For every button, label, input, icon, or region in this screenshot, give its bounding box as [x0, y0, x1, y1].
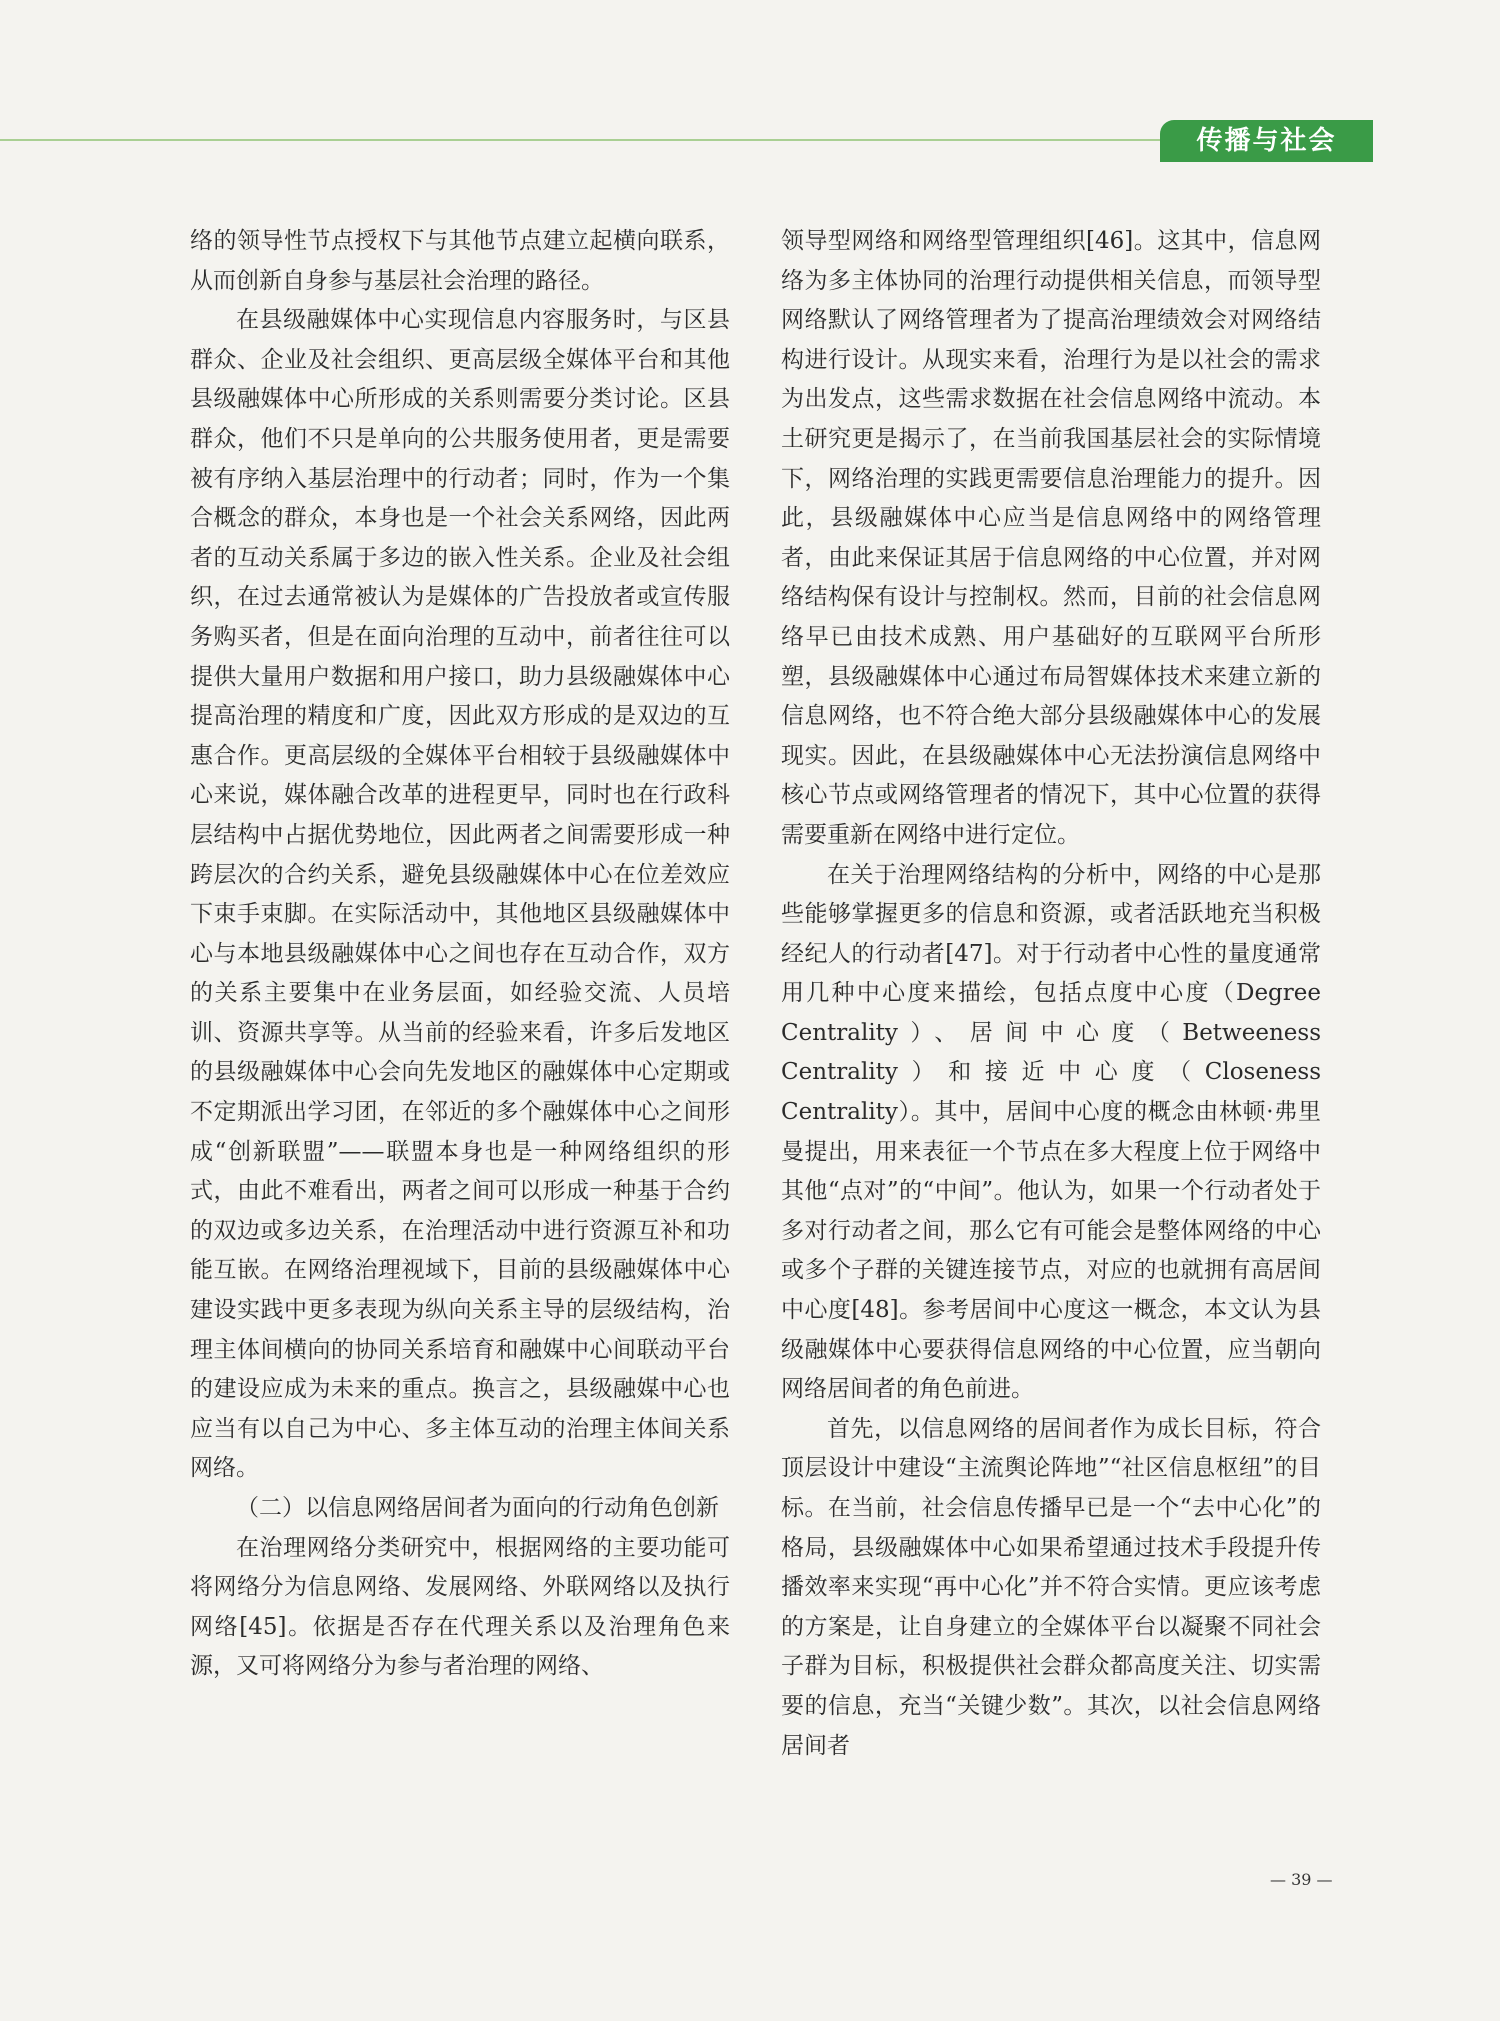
paragraph: 在县级融媒体中心实现信息内容服务时，与区县群众、企业及社会组织、更高层级全媒体平台和其他县级融媒体中心所形成的关系则需要分类讨论。区县群众，他们不只是单向的公共服务使用者，更是需要被有序纳入基层治理中的行动者；同时，作为一个集合概念的群众，本身也是一个社会关系网络，因此两者的互动关系属于多边的嵌入性关系。企业及社会组织，在过去通常被认为是媒体的广告投放者或宣传服务购买者，但是在面向治理的互动中，前者往往可以提供大量用户数据和用户接口，助力县级融媒体中心提高治理的精度和广度，因此双方形成的是双边的互惠合作。更高层级的全媒体平台相较于县级融媒体中心来说，媒体融合改革的进程更早，同时也在行政科层结构中占据优势地位，因此两者之间需要形成一种跨层次的合约关系，避免县级融媒体中心在位差效应下束手束脚。在实际活动中，其他地区县级融媒体中心与本地县级融媒体中心之间也存在互动合作，双方的关系主要集中在业务层面，如经验交流、人员培训、资源共享等。从当前的经验来看，许多后发地区的县级融媒体中心会向先发地区的融媒体中心定期或不定期派出学习团，在邻近的多个融媒体中心之间形成“创新联盟”——联盟本身也是一种网络组织的形式，由此不难看出，两者之间可以形成一种基于合约的双边或多边关系，在治理活动中进行资源互补和功能互嵌。在网络治理视域下，目前的县级融媒体中心建设实践中更多表现为纵向关系主导的层级结构，治理主体间横向的协同关系培育和融媒中心间联动平台的建设应成为未来的重点。换言之，县级融媒中心也应当有以自己为中心、多主体互动的治理主体间关系网络。 — [190, 307, 730, 1482]
paragraph: 络的领导性节点授权下与其他节点建立起横向联系，从而创新自身参与基层社会治理的路径。 — [190, 228, 730, 294]
section-tab: 传播与社会 — [1160, 120, 1373, 162]
section-heading: （二）以信息网络居间者为面向的行动角色创新 — [236, 1495, 719, 1521]
paragraph: 首先，以信息网络的居间者作为成长目标，符合顶层设计中建设“主流舆论阵地”“社区信息枢纽”的目标。在当前，社会信息传播早已是一个“去中心化”的格局，县级融媒体中心如果希望通过技术手段提升传播效率来实现“再中心化”并不符合实情。更应该考虑的方案是，让自身建立的全媒体平台以凝聚不同社会子群为目标，积极提供社会群众都高度关注、切实需要的信息，充当“关键少数”。其次，以社会信息网络居间者 — [781, 1415, 1321, 1759]
paragraph: 在治理网络分类研究中，根据网络的主要功能可将网络分为信息网络、发展网络、外联网络以及执行网络[45]。依据是否存在代理关系以及治理角色来源，又可将网络分为参与者治理的网络、 — [190, 1534, 730, 1680]
header-rule — [0, 139, 1160, 141]
paragraph: 领导型网络和网络型管理组织[46]。这其中，信息网络为多主体协同的治理行动提供相关信息，而领导型网络默认了网络管理者为了提高治理绩效会对网络结构进行设计。从现实来看，治理行为是以社会的需求为出发点，这些需求数据在社会信息网络中流动。本土研究更是揭示了，在当前我国基层社会的实际情境下，网络治理的实践更需要信息治理能力的提升。因此，县级融媒体中心应当是信息网络中的网络管理者，由此来保证其居于信息网络的中心位置，并对网络结构保有设计与控制权。然而，目前的社会信息网络早已由技术成熟、用户基础好的互联网平台所形塑，县级融媒体中心通过布局智媒体技术来建立新的信息网络，也不符合绝大部分县级融媒体中心的发展现实。因此，在县级融媒体中心无法扮演信息网络中核心节点或网络管理者的情况下，其中心位置的获得需要重新在网络中进行定位。 — [781, 228, 1321, 848]
paragraph: 在关于治理网络结构的分析中，网络的中心是那些能够掌握更多的信息和资源，或者活跃地充当积极经纪人的行动者[47]。对于行动者中心性的量度通常用几种中心度来描绘，包括点度中心度（Degree Centrality）、居间中心度（Betweeness Centrality）和接近中心度（Closeness Centrality）。其中，居间中心度的概念由林顿·弗里曼提出，用来表征一个节点在多大程度上位于网络中其他“点对”的“中间”。他认为，如果一个行动者处于多对行动者之间，那么它有可能会是整体网络的中心或多个子群的关键连接节点，对应的也就拥有高居间中心度[48]。参考居间中心度这一概念，本文认为县级融媒体中心要获得信息网络的中心位置，应当朝向网络居间者的角色前进。 — [781, 861, 1321, 1403]
page-number: — 39 — — [1270, 1870, 1333, 1889]
right-column — [781, 222, 1321, 1766]
left-column — [190, 222, 730, 1687]
